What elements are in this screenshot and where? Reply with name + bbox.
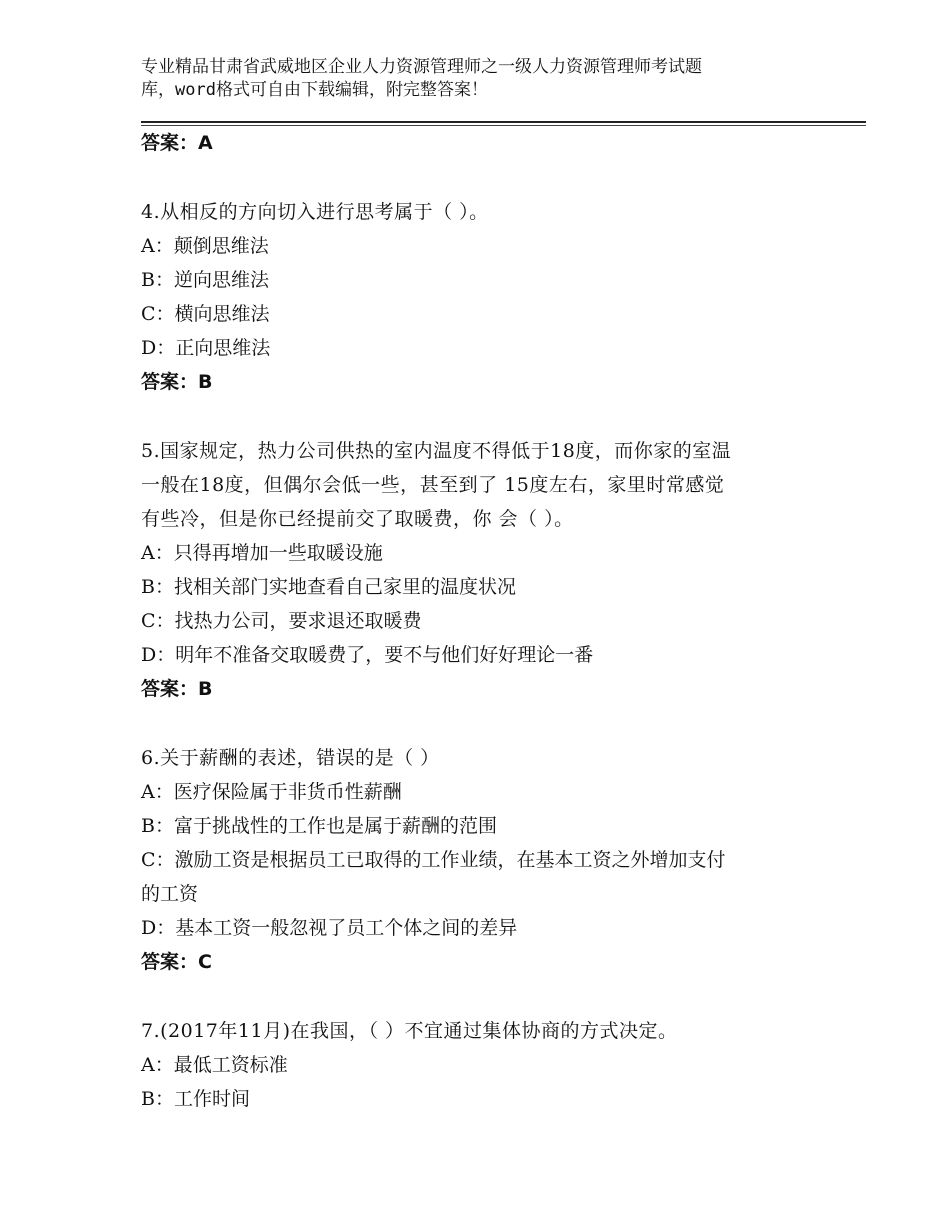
document-header [141,56,861,102]
question-stem: 7.(2017年11月)在我国，（ ）不宜通过集体协商的方式决定。 [141,1020,678,1042]
question-block [141,434,811,706]
question-stem-line-1: 5.国家规定，热力公司供热的室内温度不得低于18度，而你家的室温 [141,440,732,462]
question-stem-line-3: 有些冷，但是你已经提前交了取暖费，你 会（ ）。 [141,508,574,530]
question-list [141,126,811,1116]
question-stem: 4.从相反的方向切入进行思考属于（ ）。 [141,201,489,223]
option-b: B：工作时间 [141,1088,250,1110]
option-c: C：找热力公司，要求退还取暖费 [141,610,422,632]
option-b: B：富于挑战性的工作也是属于薪酬的范围 [141,815,497,837]
option-d: D：基本工资一般忽视了员工个体之间的差异 [141,917,518,939]
question-stem-line-2: 一般在18度，但偶尔会低一些，甚至到了 15度左右，家里时常感觉 [141,474,725,496]
option-c: C：横向思维法 [141,303,270,325]
option-a: A：只得再增加一些取暖设施 [141,542,383,564]
answer-line: 答案：B [141,371,213,393]
header-line-2: 库，word格式可自由下载编辑，附完整答案！ [141,80,488,100]
spacer [141,160,811,195]
option-b: B：找相关部门实地查看自己家里的温度状况 [141,576,516,598]
option-d: D：明年不准备交取暖费了，要不与他们好好理论一番 [141,644,594,666]
option-b: B：逆向思维法 [141,269,269,291]
option-a: A：颠倒思维法 [141,235,269,257]
option-d: D：正向思维法 [141,337,271,359]
spacer [141,979,811,1014]
question-stem: 6.关于薪酬的表述，错误的是（ ） [141,747,440,769]
question-block [141,741,811,979]
option-c-line-1: C：激励工资是根据员工已取得的工作业绩，在基本工资之外增加支付 [141,849,726,871]
question-block [141,195,811,399]
answer-line: 答案：A [141,132,213,154]
spacer [141,706,811,741]
spacer [141,399,811,434]
option-c-line-2: 的工资 [141,883,199,905]
header-rule-thick [141,121,866,123]
option-a: A：最低工资标准 [141,1054,288,1076]
question-block [141,1014,811,1116]
header-line-1: 专业精品甘肃省武威地区企业人力资源管理师之一级人力资源管理师考试题 [141,57,702,77]
answer-line: 答案：C [141,951,212,973]
answer-line: 答案：B [141,678,213,700]
option-a: A：医疗保险属于非货币性薪酬 [141,781,402,803]
